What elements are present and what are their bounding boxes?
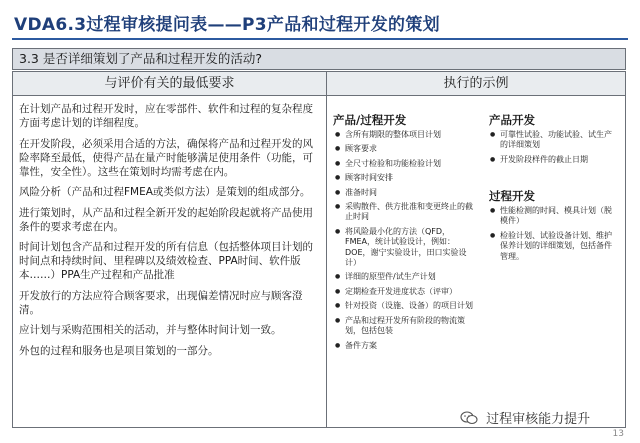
- product-dev-heading: 产品开发: [489, 113, 535, 127]
- list-item: ● 备件方案: [335, 341, 475, 351]
- process-dev-list: [490, 206, 618, 266]
- list-item: ● 开发阶段样件的截止日期: [490, 155, 618, 165]
- requirement-paragraph: 开发放行的方法应符合顾客要求，出现偏差情况时应与顾客澄清。: [19, 289, 303, 316]
- watermark-text: 过程审核能力提升: [486, 412, 591, 427]
- column-divider: [326, 96, 327, 427]
- question-bar: 3.3 是否详细策划了产品和过程开发的活动?: [12, 48, 626, 70]
- left-column-header: 与评价有关的最低要求: [13, 72, 327, 96]
- list-item: ● 全尺寸检验和功能检验计划: [335, 159, 475, 169]
- list-item: ● 检验计划、试验设备计划、维护保养计划的详细策划，包括备件管理。: [490, 231, 618, 262]
- product-process-list: [335, 130, 475, 355]
- list-item: ● 准备时间: [335, 188, 475, 198]
- requirement-paragraph: 风险分析（产品和过程FMEA或类似方法）是策划的组成部分。: [19, 186, 311, 198]
- page-title: VDA6.3过程审核提问表——P3产品和过程开发的策划: [14, 15, 440, 35]
- list-item: ● 定期检查开发进度状态（评审）: [335, 287, 475, 297]
- list-item: ● 将风险最小化的方法（QFD，FMEA，统计试验设计，例如：DOE，谢宁实验设计，田口实验设计）: [335, 227, 475, 269]
- list-item: ● 可靠性试验、功能试验、试生产的详细策划: [490, 130, 618, 151]
- requirement-paragraph: 外包的过程和服务也是项目策划的一部分。: [19, 344, 219, 357]
- requirement-paragraph: 在开发阶段，必须采用合适的方法，确保将产品和过程开发的风险率降至最低，使得产品在量产时能够满足使用条件（功能，可靠性，安全性）。这些在策划时均需考虑在内。: [19, 137, 313, 178]
- list-item: ● 针对投资（设施、设备）的项目计划: [335, 301, 475, 311]
- requirements-table: [12, 71, 626, 428]
- watermark: [460, 408, 590, 427]
- requirement-paragraph: 在计划产品和过程开发时，应在零部件、软件和过程的复杂程度方面考虑计划的详细程度。: [19, 103, 313, 129]
- product-process-heading: 产品/过程开发: [333, 113, 407, 127]
- requirement-paragraph: 应计划与采购范围相关的活动，并与整体时间计划一致。: [19, 324, 282, 336]
- right-column-header: 执行的示例: [327, 72, 625, 96]
- list-item: ● 性能检测的时间、模具计划（脱模件）: [490, 206, 618, 227]
- list-item: ● 顾客要求: [335, 144, 475, 154]
- wechat-icon: [460, 411, 478, 425]
- list-item: ● 含所有期限的整体项目计划: [335, 130, 475, 140]
- product-dev-list: [490, 130, 618, 169]
- list-item: ● 详细的原型件/试生产计划: [335, 272, 475, 282]
- page-number: 13: [612, 429, 624, 439]
- requirements-text: [19, 102, 319, 364]
- list-item: ● 产品和过程开发所有阶段的物流策划，包括包装: [335, 316, 475, 337]
- requirement-paragraph: 时间计划包含产品和过程开发的所有信息（包括整体项目计划的时间点和持续时间、里程碑以及绩效检查、PPA时间、软件版本……）PPA生产过程和产品批准: [19, 241, 313, 281]
- list-item: ● 顾客时间安排: [335, 173, 475, 183]
- process-dev-heading: 过程开发: [489, 189, 535, 203]
- list-item: ● 采购散件、供方批准和变更终止的截止时间: [335, 202, 475, 223]
- requirement-paragraph: 进行策划时，从产品和过程全新开发的起始阶段起就将产品使用条件的要求考虑在内。: [19, 206, 313, 233]
- title-divider: [12, 38, 628, 40]
